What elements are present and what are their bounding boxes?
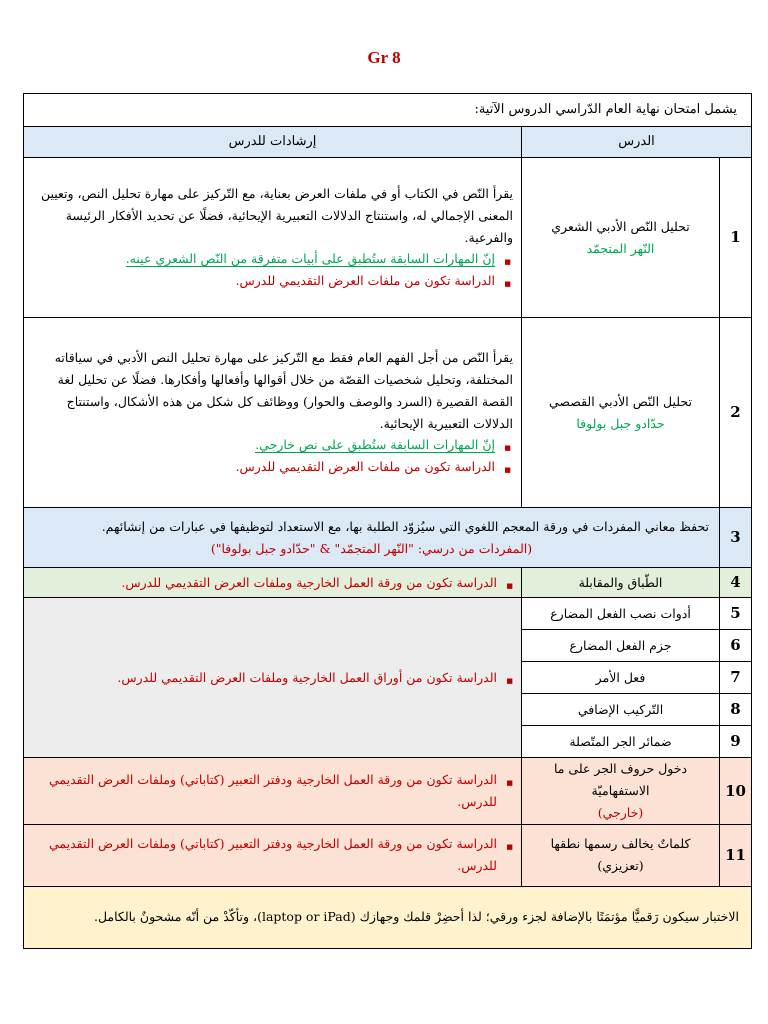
header-guidance: إرشادات للدرس xyxy=(24,127,522,158)
guidance-cell xyxy=(24,598,522,758)
page-title: Gr 8 xyxy=(367,48,401,67)
guidance-cell xyxy=(24,568,522,598)
table-row xyxy=(24,158,752,318)
bullet-text: الدراسة تكون من ملفات العرض التقديمي للدرس. xyxy=(235,273,495,289)
list-item xyxy=(32,248,499,270)
list-item xyxy=(32,270,499,292)
row-number: 5 xyxy=(720,598,752,630)
lesson-title: أدوات نصب الفعل المضارع xyxy=(522,598,720,630)
guidance-text: يقرأ النّص من أجل الفهم العام فقط مع التّركيز على مهارة تحليل النص الأدبي في سياقاته المختلفة، وتحليل شخصيات القصّة من خلال أقوالها وأفعالها وأفكارها. فضلًا عن تحليل لغة القصة القصيرة (السرد والوصف والحوار) ووظائف كل شكل من هذه الأشكال، واستنتاج الدلالات التعبيرية الإيحائية. xyxy=(54,349,513,431)
table-row xyxy=(24,568,752,598)
lesson-title: الطّباق والمقابلة xyxy=(522,568,720,598)
lesson-cell xyxy=(522,318,720,508)
table-row xyxy=(24,824,752,886)
bullet-text: الدراسة تكون من ورقة العمل الخارجية ودفتر التعبير (كتاباتي) وملفات العرض التقديمي للدرس. xyxy=(48,836,497,874)
table-row xyxy=(24,598,752,630)
guidance-cell xyxy=(24,158,522,318)
bullet-text: الدراسة تكون من ورقة العمل الخارجية ودفتر التعبير (كتاباتي) وملفات العرض التقديمي للدرس. xyxy=(48,771,497,809)
footer-row xyxy=(24,886,752,948)
row-number: 4 xyxy=(720,568,752,598)
row-number: 6 xyxy=(720,630,752,662)
list-item xyxy=(32,456,499,478)
lesson-subtitle: النّهر المتجمّد xyxy=(586,240,655,256)
vocab-text: تحفظ معاني المفردات في ورقة المعجم اللغوي التي سيُزوّد الطلبة بها، مع الاستعداد لتوظيفها في عبارات من إنشائهم. xyxy=(101,518,709,534)
vocab-sub: (المفردات من درسي: "النّهر المتجمّد" & "حدّادو جبل بولوفا") xyxy=(210,540,533,556)
lesson-title: التّركيب الإضافي xyxy=(522,694,720,726)
row-number: 7 xyxy=(720,662,752,694)
bullet-text: الدراسة تكون من ورقة العمل الخارجية وملفات العرض التقديمي للدرس. xyxy=(121,574,497,590)
lesson-title: تحليل النّص الأدبي القصصي xyxy=(549,393,692,409)
guidance-bullets xyxy=(32,434,513,478)
table-row xyxy=(24,508,752,568)
lesson-title: جزم الفعل المضارع xyxy=(522,630,720,662)
list-item xyxy=(32,434,499,456)
list-item xyxy=(30,769,501,813)
row-number: 10 xyxy=(720,758,752,825)
list-item xyxy=(30,572,501,594)
table-row xyxy=(24,318,752,508)
row-number: 1 xyxy=(720,158,752,318)
list-item xyxy=(30,833,501,877)
lesson-cell xyxy=(522,758,720,825)
guidance-cell xyxy=(24,758,522,825)
bullet-text: الدراسة تكون من ملفات العرض التقديمي للدرس. xyxy=(235,459,495,475)
bullet-text: إنّ المهارات السابقة ستُطبق على نص خارجي. xyxy=(255,437,495,453)
lesson-title: كلماتٌ يخالف رسمها نطقها (تعزيزي) xyxy=(522,824,720,886)
lesson-subtitle: (خارجي) xyxy=(597,804,644,820)
guidance-text: يقرأ النّص في الكتاب أو في ملفات العرض بعناية، مع التّركيز على مهارة تحليل النص، وتعيين المعنى الإجمالي له، واستنتاج الدلالات التعبيرية الإيحائية، فضلًا عن تحديد الأفكار الرئيسة والفرعية. xyxy=(40,185,513,245)
header-row xyxy=(24,127,752,158)
vocab-cell xyxy=(24,508,720,568)
row-number: 9 xyxy=(720,726,752,758)
footer-note: الاختبار سيكون رَقميًّا مؤتمَتًا بالإضافة لجزء ورقي؛ لذا أحضِرْ قلمك وجهازك (laptop or iPad)، وتأكّدْ من أنّه مشحونٌ بالكامل. xyxy=(24,886,752,948)
lesson-title: تحليل النّص الأدبي الشعري xyxy=(551,218,690,234)
table-row xyxy=(24,758,752,825)
lessons-table xyxy=(23,93,752,949)
row-number: 11 xyxy=(720,824,752,886)
intro-text: يشمل امتحان نهاية العام الدّراسي الدروس الآتية: xyxy=(24,94,752,127)
row-number: 2 xyxy=(720,318,752,508)
lesson-cell xyxy=(522,158,720,318)
bullet-text: الدراسة تكون من أوراق العمل الخارجية وملفات العرض التقديمي للدرس. xyxy=(117,669,497,685)
intro-row xyxy=(24,94,752,127)
lesson-title: فعل الأمر xyxy=(522,662,720,694)
lesson-subtitle: حدّادو جبل بولوفا xyxy=(576,415,665,431)
row-number: 8 xyxy=(720,694,752,726)
guidance-bullets xyxy=(32,248,513,292)
lesson-title: ضمائر الجر المتّصلة xyxy=(522,726,720,758)
guidance-cell xyxy=(24,824,522,886)
lesson-title: دخول حروف الجر على ما الاستفهاميّة xyxy=(553,761,688,798)
bullet-text: إنّ المهارات السابقة ستُطبق على أبيات متفرقة من النّص الشعري عينه. xyxy=(125,251,495,267)
list-item xyxy=(30,667,501,689)
guidance-cell xyxy=(24,318,522,508)
header-lesson: الدرس xyxy=(522,127,752,158)
row-number: 3 xyxy=(720,508,752,568)
